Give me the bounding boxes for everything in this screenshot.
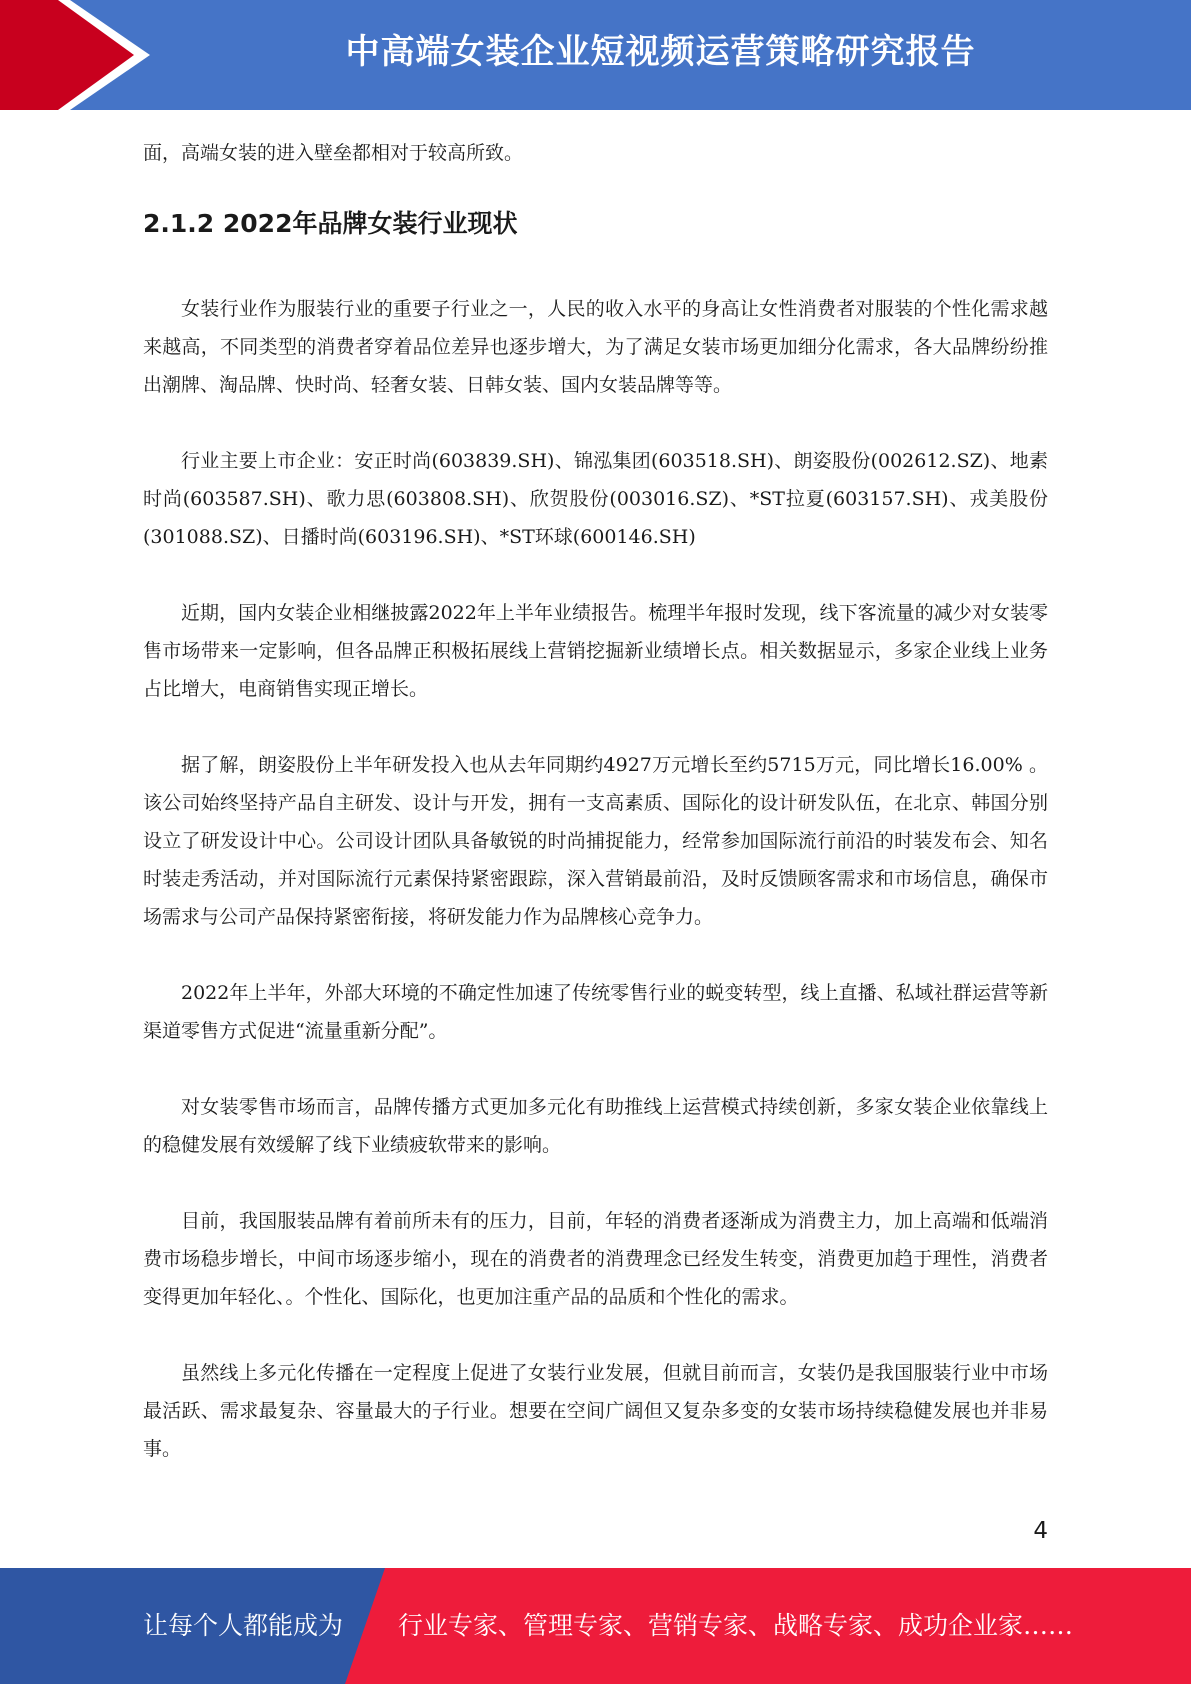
header-arrow-icon xyxy=(0,0,160,110)
footer-slogan-left: 让每个人都能成为 xyxy=(143,1611,344,1640)
page-header xyxy=(0,0,1191,110)
page-body xyxy=(143,134,1048,1506)
body-paragraph: 据了解，朗姿股份上半年研发投入也从去年同期约4927万元增长至约5715万元，同比增长16.00% 。该公司始终坚持产品自主研发、设计与开发，拥有一支高素质、国际化的设计研发队伍，在北京、韩国分别设立了研发设计中心。公司设计团队具备敏锐的时尚捕捉能力，经常参加国际流行前沿的时装发布会、知名时装走秀活动，并对国际流行元素保持紧密跟踪，深入营销最前沿，及时反馈顾客需求和市场信息，确保市场需求与公司产品保持紧密衔接，将研发能力作为品牌核心竞争力。 xyxy=(143,754,1048,928)
lead-paragraph: 面，高端女装的进入壁垒都相对于较高所致。 xyxy=(143,142,524,164)
section-heading: 2.1.2 2022年品牌女装行业现状 xyxy=(143,209,518,238)
body-paragraph: 目前，我国服装品牌有着前所未有的压力，目前，年轻的消费者逐渐成为消费主力，加上高端和低端消费市场稳步增长，中间市场逐步缩小，现在的消费者的消费理念已经发生转变，消费更加趋于理性，消费者变得更加年轻化、。个性化、国际化，也更加注重产品的品质和个性化的需求。 xyxy=(143,1210,1048,1308)
report-title: 中高端女装企业短视频运营策略研究报告 xyxy=(345,32,976,72)
footer-slogan-right: 行业专家、管理专家、营销专家、战略专家、成功企业家…… xyxy=(398,1611,1074,1640)
body-paragraph: 近期，国内女装企业相继披露2022年上半年业绩报告。梳理半年报时发现，线下客流量的减少对女装零售市场带来一定影响，但各品牌正积极拓展线上营销挖掘新业绩增长点。相关数据显示，多家企业线上业务占比增大，电商销售实现正增长。 xyxy=(143,602,1048,700)
body-paragraph: 对女装零售市场而言，品牌传播方式更加多元化有助推线上运营模式持续创新，多家女装企业依靠线上的稳健发展有效缓解了线下业绩疲软带来的影响。 xyxy=(143,1096,1048,1156)
body-paragraph: 2022年上半年，外部大环境的不确定性加速了传统零售行业的蜕变转型，线上直播、私域社群运营等新渠道零售方式促进“流量重新分配”。 xyxy=(143,982,1048,1042)
body-paragraph: 虽然线上多元化传播在一定程度上促进了女装行业发展，但就目前而言，女装仍是我国服装行业中市场最活跃、需求最复杂、容量最大的子行业。想要在空间广阔但又复杂多变的女装市场持续稳健发展也并非易事。 xyxy=(143,1362,1048,1460)
page-number: 4 xyxy=(1033,1518,1048,1544)
page-footer xyxy=(0,1568,1191,1684)
body-paragraph: 女装行业作为服装行业的重要子行业之一，人民的收入水平的身高让女性消费者对服装的个性化需求越来越高，不同类型的消费者穿着品位差异也逐步增大，为了满足女装市场更加细分化需求，各大品牌纷纷推出潮牌、淘品牌、快时尚、轻奢女装、日韩女装、国内女装品牌等等。 xyxy=(143,298,1048,396)
body-paragraph: 行业主要上市企业：安正时尚(603839.SH)、锦泓集团(603518.SH)、朗姿股份(002612.SZ)、地素时尚(603587.SH)、歌力思(603808.SH)、欣贺股份(003016.SZ)、*ST拉夏(603157.SH)、戎美股份(301088.SZ)、日播时尚(603196.SH)、*ST环球(600146.SH) xyxy=(143,450,1048,548)
